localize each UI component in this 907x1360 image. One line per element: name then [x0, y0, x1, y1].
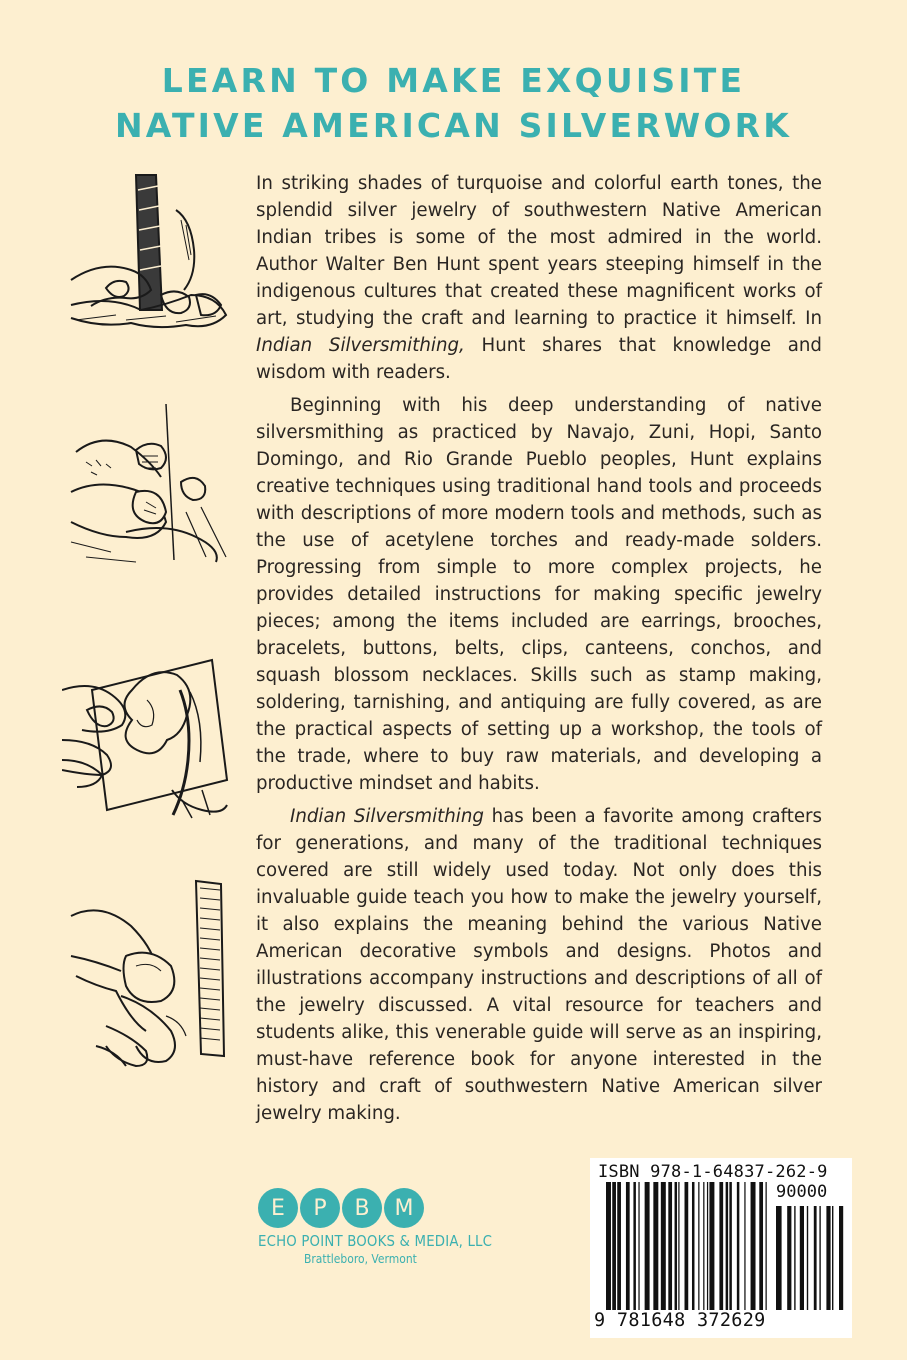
- barcode-bar: [729, 1182, 731, 1310]
- barcode-bar: [692, 1182, 694, 1310]
- barcode-bar: [703, 1182, 704, 1310]
- paragraph-2: Beginning with his deep understanding of native silversmithing as practiced by Navajo, Zuni, Hopi, Santo Domingo, and Rio Grande Pueblo peoples, Hunt explains creative techniques using traditional hand tools and proceeds with descriptions of more modern tools and methods, such as the use of acetylene torches and ready-made solders. Progressing from simple to more complex projects, he provides detailed instructions for making specific jewelry pieces; among the items included are earrings, brooches, bracelets, buttons, belts, clips, canteens, conchos, and squash blossom necklaces. Skills such as stamp making, soldering, tarnishing, and antiquing are fully covered, as are the practical aspects of setting up a workshop, the tools of the trade, where to buy raw materials, and developing a productive mindset and habits.: [256, 395, 822, 794]
- addon-barcode: [776, 1206, 846, 1310]
- headline-line-1: LEARN TO MAKE EXQUISITE: [161, 61, 746, 100]
- ean-digits: 9 781648 372629: [594, 1310, 766, 1331]
- initial-m: M: [384, 1188, 424, 1228]
- barcode-bar: [685, 1182, 689, 1310]
- barcode-bar: [794, 1206, 795, 1310]
- barcode-bar: [800, 1206, 804, 1310]
- publisher-logo: [258, 1188, 493, 1278]
- headline: [0, 58, 907, 148]
- barcode-bar: [744, 1182, 745, 1310]
- paragraph-3-text: has been a favorite among crafters for generations, and many of the traditional techniques covered are still widely used today. Not only does this invaluable guide teach you how to make the jewelry yourself, it also explains the meaning behind the various Native American decorative symbols and designs. Photos and illustrations accompany instructions and descriptions of all of the jewelry discussed. A vital resource for teachers and students alike, this venerable guide will serve as an inspiring, must-have reference book for anyone interested in the history and craft of southwestern Native American silver jewelry making.: [256, 806, 822, 1124]
- barcode-bar: [675, 1182, 677, 1310]
- publisher-initials: [258, 1188, 478, 1228]
- barcode-bar: [606, 1182, 611, 1310]
- description: [256, 170, 822, 1127]
- isbn-text: ISBN 978-1-64837-262-9: [598, 1162, 828, 1182]
- barcode-bar: [751, 1182, 756, 1310]
- barcode-bar: [819, 1206, 820, 1310]
- paragraph-1-text-a: In striking shades of turquoise and colorful earth tones, the splendid silver jewelry of southwestern Native American Indian tribes is some of the most admired in the world. Author Walter Ben Hunt spent years steeping himself in the indigenous cultures that created these magnificent works of art, studying the craft and learning to practice it himself. In: [256, 173, 822, 329]
- publisher-name: ECHO POINT BOOKS & MEDIA, LLC: [258, 1232, 493, 1250]
- barcode-bar: [668, 1182, 672, 1310]
- hands-file-stone-icon: [66, 876, 236, 1076]
- initial-e: E: [258, 1188, 298, 1228]
- barcode-bar: [707, 1182, 708, 1310]
- barcode-bar: [678, 1182, 679, 1310]
- barcode-bar: [726, 1182, 728, 1310]
- barcode-bar: [645, 1182, 650, 1310]
- publisher-location: Brattleboro, Vermont: [304, 1251, 417, 1266]
- barcode-bar: [612, 1182, 616, 1310]
- barcode-bar: [661, 1182, 666, 1310]
- barcode-bar: [698, 1182, 699, 1310]
- barcode-bar: [709, 1182, 714, 1310]
- barcode-bar: [807, 1206, 808, 1310]
- barcode-bar: [766, 1182, 767, 1310]
- barcode-bar: [617, 1182, 621, 1310]
- barcode-box: [590, 1158, 852, 1338]
- ean-barcode: [606, 1182, 768, 1310]
- price-code: 90000: [776, 1182, 828, 1202]
- barcode-bar: [759, 1182, 763, 1310]
- headline-line-2: NATIVE AMERICAN SILVERWORK: [114, 106, 793, 145]
- barcode-bar: [633, 1182, 635, 1310]
- book-title-1: Indian Silversmithing,: [256, 335, 465, 356]
- hands-filing-icon: [66, 170, 232, 330]
- paragraph-1: [256, 170, 822, 386]
- paragraph-3: [256, 803, 822, 1127]
- barcode-bar: [826, 1206, 830, 1310]
- barcode-bar: [814, 1206, 817, 1310]
- barcode-bar: [719, 1182, 723, 1310]
- barcode-bar: [832, 1206, 833, 1310]
- barcode-bar: [776, 1206, 782, 1310]
- hands-needle-icon: [66, 402, 232, 567]
- book-title-2: Indian Silversmithing: [290, 806, 484, 827]
- paragraph-1-text-b: Hunt shares that knowledge and wisdom with readers.: [256, 335, 822, 383]
- barcode-bar: [638, 1182, 639, 1310]
- barcode-bar: [787, 1206, 791, 1310]
- hands-stamp-icon: [62, 630, 232, 820]
- initial-p: P: [300, 1188, 340, 1228]
- barcode-bar: [737, 1182, 739, 1310]
- barcode-bar: [839, 1206, 843, 1310]
- barcode-bar: [626, 1182, 630, 1310]
- barcode-bar: [653, 1182, 658, 1310]
- initial-b: B: [342, 1188, 382, 1228]
